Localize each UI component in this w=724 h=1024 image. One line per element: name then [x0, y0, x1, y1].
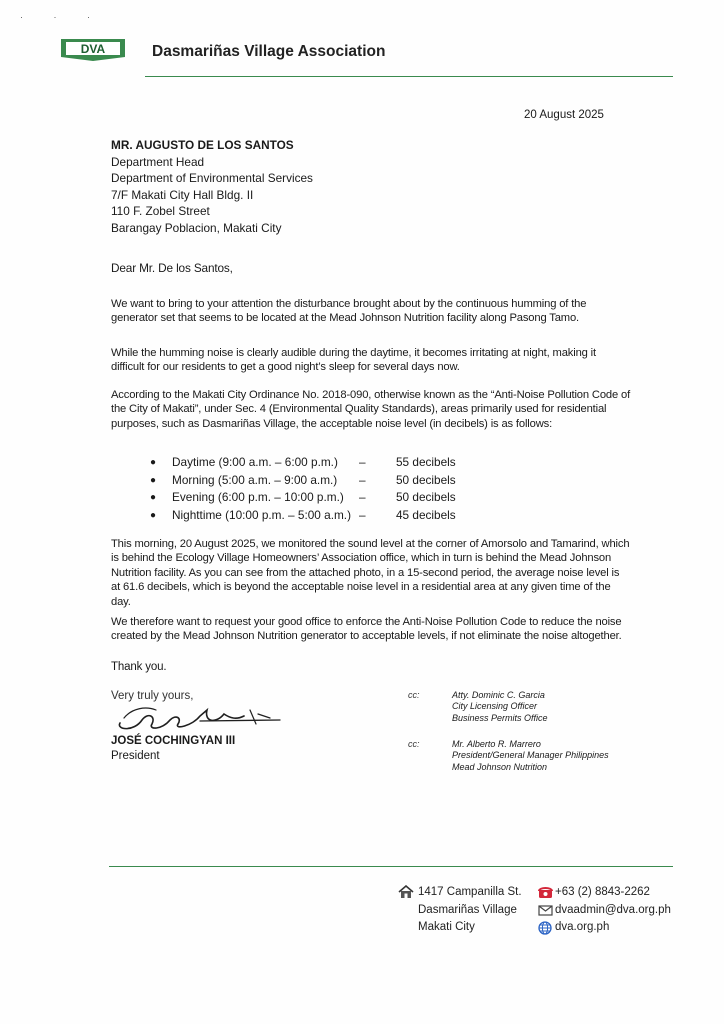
phone-icon	[538, 886, 553, 899]
letter-date: 20 August 2025	[524, 109, 604, 121]
globe-icon	[538, 921, 552, 935]
noise-level-item	[150, 454, 456, 472]
separator: –	[359, 507, 366, 522]
time-period: Evening (6:00 p.m. – 10:00 p.m.)	[172, 490, 344, 504]
home-icon	[398, 885, 414, 899]
logo-text: DVA	[80, 42, 106, 56]
bullet-icon: ●	[150, 509, 157, 521]
email-address: dvaadmin@dva.org.ph	[555, 903, 671, 916]
header-divider	[145, 76, 673, 77]
recipient-name: MR. AUGUSTO DE LOS SANTOS	[111, 138, 294, 152]
footer-address	[398, 884, 522, 937]
noise-level-item	[150, 472, 456, 490]
cc-line: City Licensing Officer	[452, 701, 538, 712]
cc-line: Business Permits Office	[452, 712, 548, 723]
noise-level-list	[150, 454, 456, 524]
cc-line: Atty. Dominic C. Garcia	[452, 690, 545, 700]
address-line: 1417 Campanilla St.	[418, 886, 522, 898]
body-paragraph: We therefore want to request your good office to enforce the Anti-Noise Pollution Code to reduce the noise created by the Mead Johnson Nutrition generator to acceptable levels, if not eliminate the noise altogether.	[111, 616, 622, 643]
signer-title: President	[111, 750, 160, 762]
bullet-icon: ●	[150, 474, 157, 486]
body-paragraph: According to the Makati City Ordinance No. 2018-090, otherwise known as the “Anti-Noise Pollution Code of the City of Makati”, under Sec. 4 (Environmental Quality Standards), areas primarily used for residential purposes, such as Dasmariñas Village, the acceptable noise level (in decibels) is as follows:	[111, 389, 631, 430]
time-period: Morning (5:00 a.m. – 9:00 a.m.)	[172, 472, 338, 487]
phone-number: +63 (2) 8843-2262	[555, 886, 650, 898]
footer-divider	[109, 866, 673, 867]
body-paragraph: While the humming noise is clearly audible during the daytime, it becomes irritating at night, making it difficult for our residents to get a good night’s sleep for several days now.	[111, 347, 596, 374]
decibel-level: 50 decibels	[396, 490, 456, 504]
bullet-icon: ●	[150, 457, 157, 468]
separator: –	[359, 455, 366, 469]
closing-line: Very truly yours,	[111, 690, 194, 702]
bullet-icon: ●	[150, 492, 157, 503]
recipient-line: Department Head	[111, 154, 205, 169]
recipient-line: Barangay Poblacion, Makati City	[111, 220, 282, 235]
website: dva.org.ph	[555, 921, 610, 933]
cc-label: cc:	[408, 690, 420, 700]
address-line: Dasmariñas Village	[418, 903, 517, 916]
separator: –	[359, 472, 366, 487]
cc-line: Mr. Alberto R. Marrero	[452, 739, 541, 749]
scan-specks: · · ·	[20, 12, 104, 22]
dva-logo	[60, 37, 126, 62]
footer-contact	[538, 884, 671, 937]
decibel-level: 50 decibels	[396, 472, 456, 487]
cc-label: cc:	[408, 739, 420, 749]
recipient-line: 7/F Makati City Hall Bldg. II	[111, 187, 254, 202]
time-period: Nighttime (10:00 p.m. – 5:00 a.m.)	[172, 507, 351, 522]
body-paragraph: This morning, 20 August 2025, we monitored the sound level at the corner of Amorsolo and Tamarind, which is behind the Ecology Village Homeowners’ Association office, which in turn is behind the Mead Johnson Nutrition facility. As you can see from the attached photo, in a 15-second period, the average noise level is at 61.6 decibels, which is beyond the acceptable noise level in a residential area at any given time of the day.	[111, 538, 630, 608]
decibel-level: 45 decibels	[396, 507, 456, 522]
body-paragraph: We want to bring to your attention the disturbance brought about by the continuous humming of the generator set that seems to be located at the Mead Johnson Nutrition facility along Pasong Tamo.	[111, 298, 587, 325]
thanks-line: Thank you.	[111, 661, 167, 673]
address-line: Makati City	[418, 921, 475, 933]
organization-name: Dasmariñas Village Association	[152, 43, 386, 60]
recipient-address	[111, 137, 313, 237]
time-period: Daytime (9:00 a.m. – 6:00 p.m.)	[172, 455, 338, 469]
signer-name: JOSÉ COCHINGYAN III	[111, 735, 236, 747]
separator: –	[359, 490, 366, 504]
decibel-level: 55 decibels	[396, 455, 456, 469]
email-icon	[538, 904, 553, 917]
salutation: Dear Mr. De los Santos,	[111, 261, 233, 275]
recipient-line: 110 F. Zobel Street	[111, 204, 210, 219]
noise-level-item	[150, 489, 456, 507]
recipient-line: Department of Environmental Services	[111, 171, 313, 186]
signature-block	[111, 689, 235, 764]
cc-line: President/General Manager Philippines	[452, 750, 609, 761]
cc-line: Mead Johnson Nutrition	[452, 761, 548, 772]
noise-level-item	[150, 507, 456, 525]
